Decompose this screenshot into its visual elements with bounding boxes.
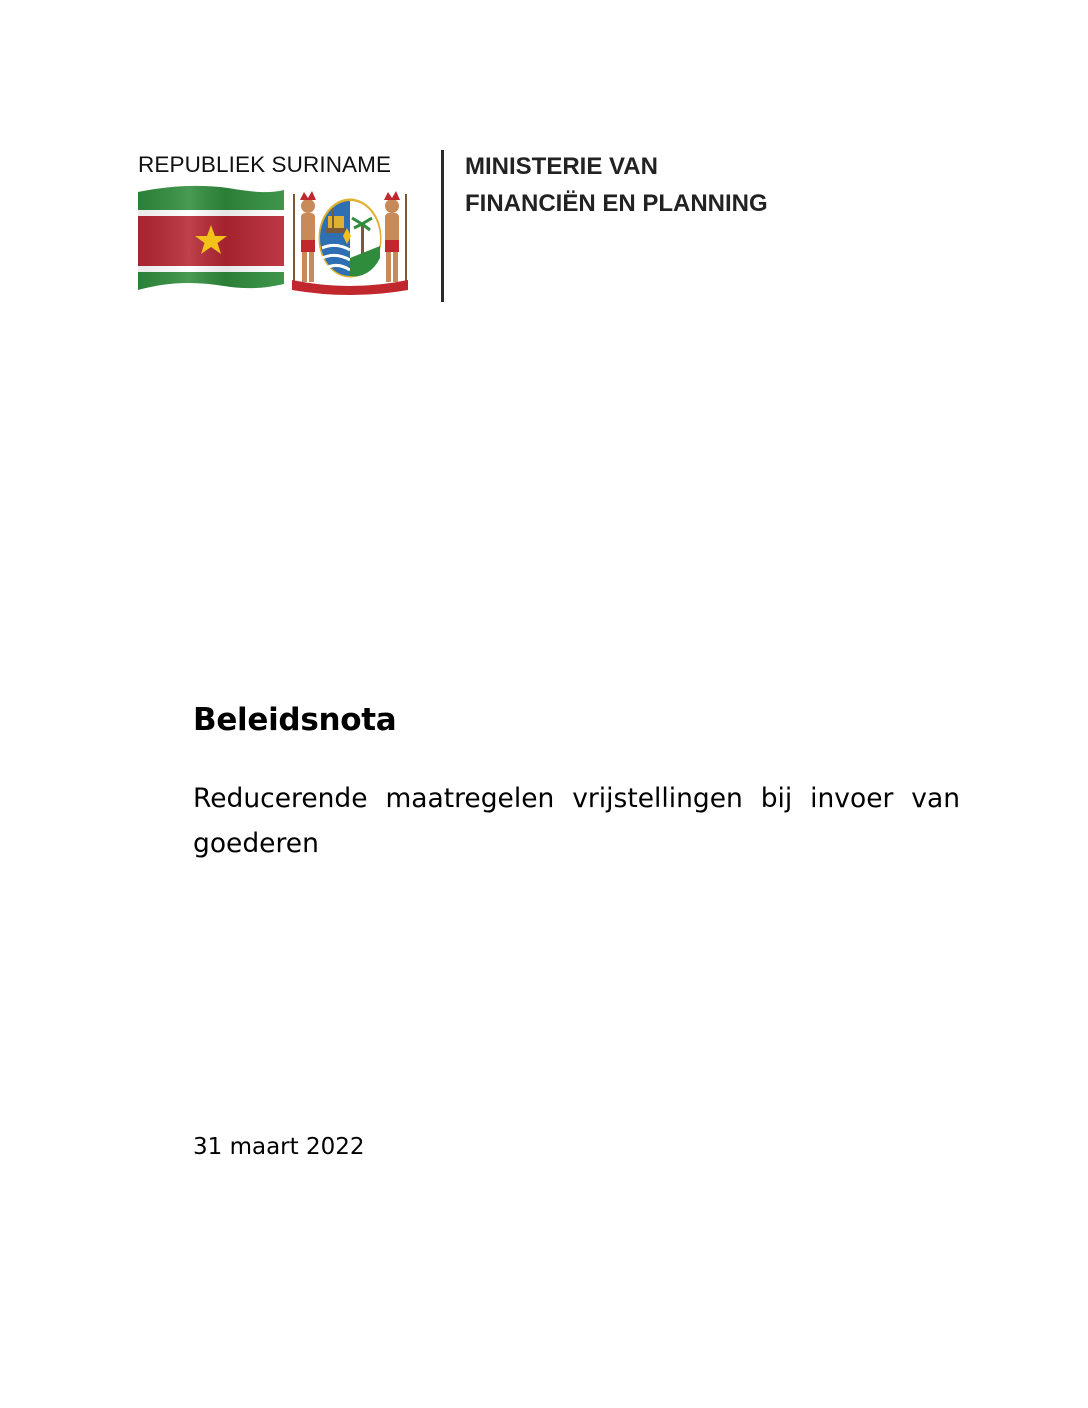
document-title: Beleidsnota [193, 702, 397, 738]
ministry-name [465, 148, 768, 222]
country-name: REPUBLIEK SURINAME [138, 152, 392, 177]
document-date: 31 maart 2022 [193, 1134, 365, 1160]
ministry-name-line-1: MINISTERIE VAN [465, 153, 658, 180]
document-subtitle: Reducerende maatregelen vrijstellingen bij invoer van goederen [193, 783, 960, 859]
letterhead [138, 146, 798, 306]
coat-of-arms-icon [288, 188, 412, 296]
letterhead-divider [441, 150, 444, 302]
ministry-name-line-2: FINANCIËN EN PLANNING [465, 190, 768, 217]
suriname-flag-icon [138, 184, 284, 296]
